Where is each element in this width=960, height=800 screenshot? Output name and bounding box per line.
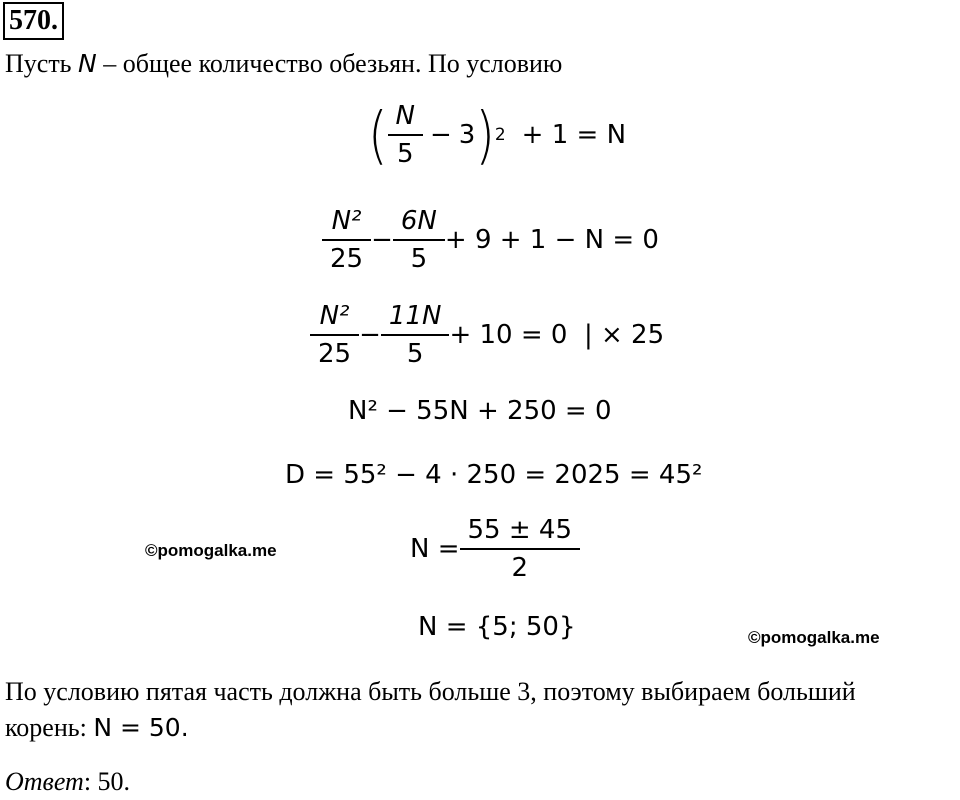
fraction-denominator: 5 [388, 134, 423, 170]
conclusion-math-text: N = 50. [93, 713, 189, 742]
conclusion-line-1: По условию пятая часть должна быть больше 3, поэтому выбираем больший [5, 677, 856, 706]
three: 3 [458, 120, 476, 150]
equation-6 [410, 514, 580, 584]
equation-2 [322, 205, 659, 275]
intro-var: N [78, 49, 97, 78]
intro-line [5, 46, 562, 82]
fraction-n-over-5 [392, 100, 419, 170]
intro-after: – общее количество обезьян. По условию [103, 49, 563, 78]
equation-3 [310, 300, 664, 370]
left-paren: ( [368, 98, 388, 172]
conclusion-math [93, 713, 188, 742]
equation-2-rest: + 9 + 1 − N = 0 [444, 225, 659, 255]
fraction-denominator: 5 [393, 239, 445, 275]
fraction-denominator: 2 [460, 548, 580, 584]
fraction-denominator: 25 [310, 334, 359, 370]
conclusion-line-2 [5, 710, 189, 746]
fraction-denominator: 5 [381, 334, 450, 370]
equation-5: D = 55² − 4 · 250 = 2025 = 45² [285, 460, 703, 490]
minus-sign: − [429, 120, 452, 150]
fraction-numerator: 55 ± 45 [467, 515, 572, 545]
conclusion-before: корень: [5, 713, 87, 742]
problem-number: 570. [3, 2, 64, 40]
fraction-numerator: N² [319, 301, 350, 331]
answer-line [5, 764, 130, 800]
right-paren: ) [475, 98, 495, 172]
equation-6-lhs: N = [410, 534, 460, 564]
equation-1-rest: + 1 = N [521, 120, 627, 150]
minus-sign: − [371, 225, 393, 255]
minus-sign: − [359, 320, 381, 350]
fraction-n2-over-25 [314, 300, 355, 370]
equation-4: N² − 55N + 250 = 0 [348, 396, 612, 426]
fraction-n2-over-25 [326, 205, 367, 275]
fraction-numerator: 6N [400, 206, 437, 236]
answer-label: Ответ [5, 767, 84, 796]
equation-1 [368, 100, 626, 170]
watermark-left: ©pomogalka.me [145, 541, 277, 560]
answer-value: : 50. [83, 767, 131, 796]
fraction-denominator: 25 [322, 239, 371, 275]
equation-3-rest: + 10 = 0 | × 25 [449, 320, 665, 350]
intro-before: Пусть [5, 49, 72, 78]
equation-7: N = {5; 50} [418, 612, 576, 642]
power: 2 [494, 125, 506, 145]
fraction-numerator: N [395, 101, 415, 131]
fraction-6n-over-5 [397, 205, 441, 275]
fraction-numerator: N² [331, 206, 362, 236]
fraction-numerator: 11N [388, 301, 442, 331]
fraction-11n-over-5 [385, 300, 446, 370]
watermark-right: ©pomogalka.me [748, 628, 880, 647]
fraction-roots [464, 514, 576, 584]
